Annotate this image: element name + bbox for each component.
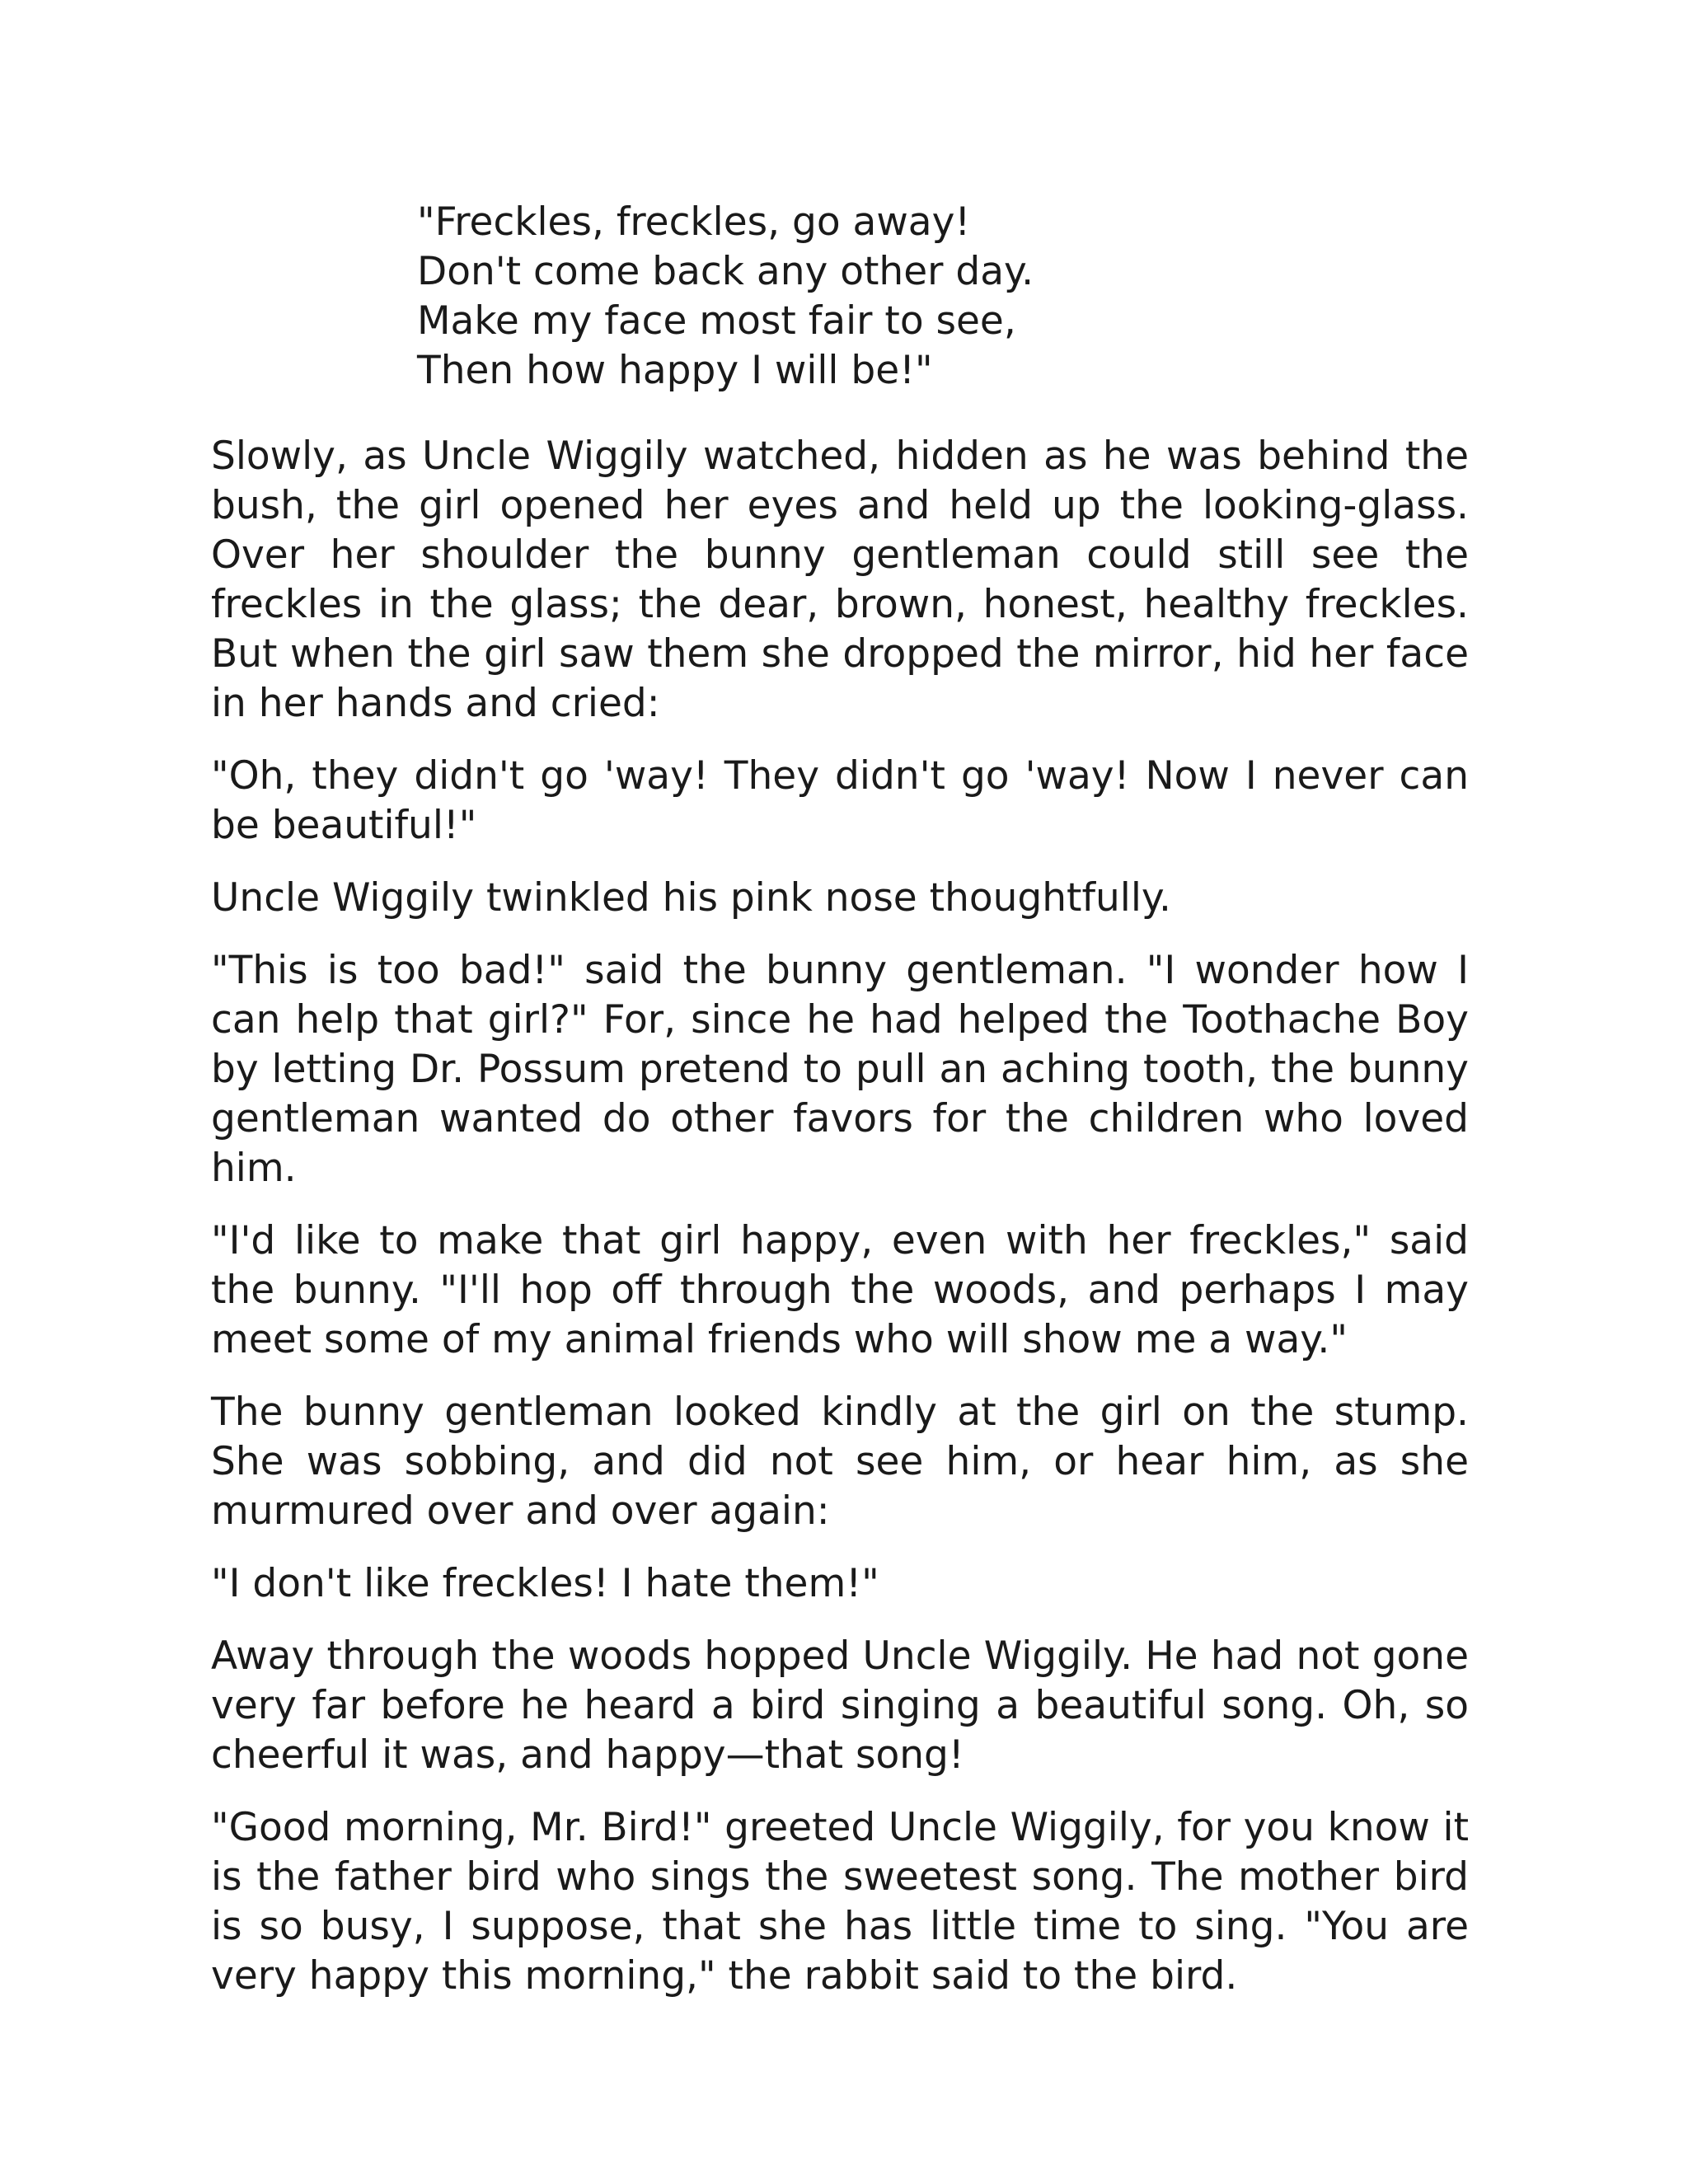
paragraph: "Oh, they didn't go 'way! They didn't go 'way! Now I never can be beautiful!" [211, 753, 1469, 848]
verse-line: Then how happy I will be!" [417, 348, 933, 393]
verse-line: Make my face most fair to see, [417, 298, 1016, 344]
paragraph: Away through the woods hopped Uncle Wiggily. He had not gone very far before he heard a bird singing a beautiful song. Oh, so cheerful it was, and happy—that song! [211, 1633, 1469, 1778]
paragraph: The bunny gentleman looked kindly at the girl on the stump. She was sobbing, and did not see him, or hear him, as she murmured over and over again: [211, 1390, 1469, 1534]
paragraph: "I don't like freckles! I hate them!" [211, 1561, 879, 1606]
paragraph: "Good morning, Mr. Bird!" greeted Uncle Wiggily, for you know it is the father bird who sings the sweetest song. The mother bird is so busy, I suppose, that she has little time to sing. "You are very happy this morning," the rabbit said to the bird. [211, 1805, 1469, 1999]
verse-block [211, 198, 1469, 396]
paragraph: Slowly, as Uncle Wiggily watched, hidden as he was behind the bush, the girl opened her eyes and held up the looking-glass. Over her shoulder the bunny gentleman could still see the freckles in the glass; the dear, brown, honest, healthy freckles. But when the girl saw them she dropped the mirror, hid her face in her hands and cried: [211, 434, 1469, 726]
verse-line: Don't come back any other day. [417, 249, 1034, 294]
verse-line: "Freckles, freckles, go away! [417, 199, 971, 245]
paragraph: "I'd like to make that girl happy, even with her freckles," said the bunny. "I'll hop off through the woods, and perhaps I may meet some of my animal friends who will show me a way." [211, 1218, 1469, 1362]
paragraph: Uncle Wiggily twinkled his pink nose thoughtfully. [211, 875, 1171, 921]
document-page [211, 198, 1469, 2024]
paragraph: "This is too bad!" said the bunny gentleman. "I wonder how I can help that girl?" For, since he had helped the Toothache Boy by letting Dr. Possum pretend to pull an aching tooth, the bunny gentleman wanted do other favors for the children who loved him. [211, 948, 1469, 1191]
